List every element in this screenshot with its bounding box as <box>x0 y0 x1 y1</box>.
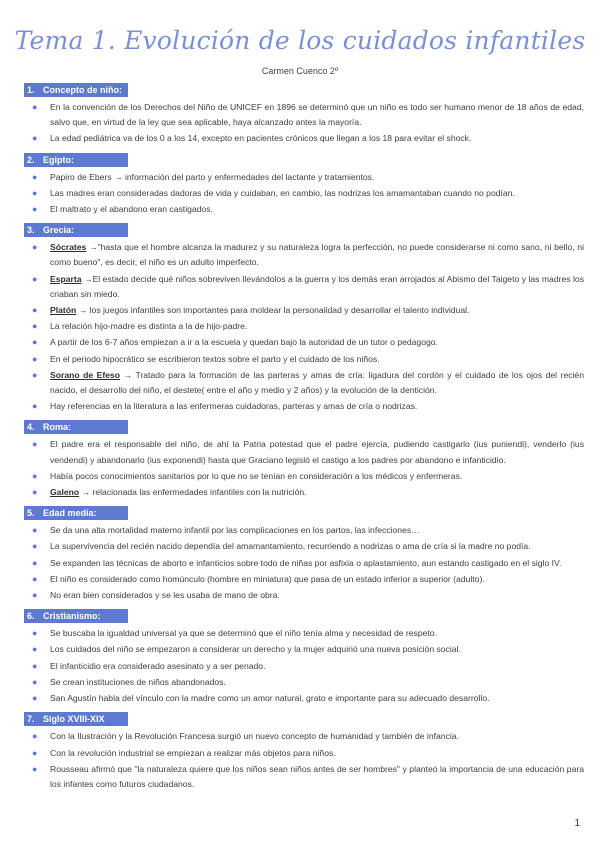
bullet-icon: ● <box>32 470 38 481</box>
item-text: La relación hijo-madre es distinta a la de hijo-padre. <box>50 321 248 332</box>
item-text: Se crean instituciones de niños abandonados. <box>50 676 226 687</box>
item-text: Había pocos conocimientos sanitarios por lo que no se tenían en consideración a los médicos y enfermeras. <box>50 470 463 481</box>
bullet-icon: ● <box>32 337 38 348</box>
bullet-icon: ● <box>32 273 38 284</box>
keyword: Sócrates <box>50 242 87 253</box>
section-number: 6. <box>27 611 35 622</box>
item-text: Se buscaba la igualdad universal ya que se determinó que el niño tenía alma y necesidad de respeto. <box>50 628 437 639</box>
item-text: Rousseau afirmó que "la naturaleza quiere que los niños sean niños antes de ser hombres" y planteó la importancia de una educación para los infantes como futuros ciudadanos. <box>50 763 584 789</box>
bullet-icon: ● <box>32 102 38 112</box>
list-item <box>24 588 584 603</box>
section-label: Cristianismo: <box>43 611 101 622</box>
list-item <box>24 659 584 674</box>
item-text: Con la revolución industrial se empiezan a realizar más objetos para niños. <box>50 747 336 758</box>
list-item <box>24 335 584 350</box>
bullet-icon: ● <box>32 763 38 774</box>
bullet-list <box>24 100 584 147</box>
section-label: Roma: <box>43 422 72 433</box>
section-header <box>24 153 128 167</box>
bullet-list <box>24 729 584 792</box>
item-text: → los juegos infantiles son importantes para moldear la personalidad y desarrollar el talento individual. <box>76 305 470 316</box>
list-item <box>24 746 584 761</box>
bullet-icon: ● <box>32 628 38 639</box>
bullet-list <box>24 240 584 414</box>
bullet-icon: ● <box>32 369 38 380</box>
item-text: En la convención de los Derechos del Niño de UNICEF en 1896 se determinó que un niño es todo ser humano menor de 18 años de edad, salvo que, en virtud de la ley que sea aplicable, haya alcanzado antes la mayoría. <box>50 102 584 128</box>
bullet-icon: ● <box>32 353 38 364</box>
item-text: La supervivencia del recién nacido dependía del amamantamiento, recurriendo a nodrizas o ama de cría si la madre no podía. <box>50 541 531 552</box>
page-number: 1 <box>574 818 580 829</box>
list-item <box>24 485 584 500</box>
section-number: 1. <box>27 85 35 95</box>
list-item <box>24 303 584 318</box>
bullet-icon: ● <box>32 676 38 687</box>
bullet-icon: ● <box>32 660 38 671</box>
item-text: Papiro de Ebers → información del parto y enfermedades del lactante y tratamientos. <box>50 171 375 182</box>
bullet-icon: ● <box>32 171 38 182</box>
section-header <box>24 223 128 237</box>
list-item <box>24 272 584 302</box>
item-text: El maltrato y el abandono eran castigados. <box>50 204 213 215</box>
bullet-icon: ● <box>32 133 38 144</box>
list-item <box>24 368 584 398</box>
item-text: San Agustín habla del vínculo con la madre como un amor natural, grato e importante para su adecuado desarrollo. <box>50 693 490 704</box>
list-item <box>24 399 584 414</box>
list-item <box>24 539 584 554</box>
section-header <box>24 420 128 434</box>
section-number: 5. <box>27 508 35 519</box>
bullet-icon: ● <box>32 242 38 253</box>
list-item <box>24 131 584 146</box>
bullet-icon: ● <box>32 439 38 450</box>
bullet-icon: ● <box>32 204 38 215</box>
bullet-list <box>24 437 584 500</box>
item-text: → relacionada las enfermedades infantiles con la nutrición. <box>79 487 307 498</box>
item-text: Se da una alta mortalidad materno infantil por las complicaciones en los partos, las infecciones… <box>50 525 420 536</box>
section-header <box>24 712 128 726</box>
list-item <box>24 437 584 467</box>
bullet-icon: ● <box>32 590 38 601</box>
bullet-icon: ● <box>32 321 38 332</box>
list-item <box>24 469 584 484</box>
list-item <box>24 170 584 185</box>
section-label: Concepto de niño: <box>43 85 122 95</box>
item-text: El niño es considerado como homúnculo (hombre en miniatura) que pasa de un estado inferior a superior (adulto). <box>50 573 485 584</box>
list-item <box>24 691 584 706</box>
page-title: Tema 1. Evolución de los cuidados infantiles <box>14 26 586 55</box>
bullet-icon: ● <box>32 747 38 758</box>
document-content <box>24 80 584 795</box>
bullet-icon: ● <box>32 401 38 412</box>
item-text: En el periodo hipocrático se escribieron textos sobre el parto y el cuidado de los niños. <box>50 353 380 364</box>
section-label: Edad media: <box>43 508 97 519</box>
keyword: Sorano de Efeso <box>50 369 121 380</box>
item-text: →"hasta que el hombre alcanza la madurez y su naturaleza logra la perfección, no puede considerarse ni como sano, ni bello, ni como bueno", es decir, el niño es un adulto imperfecto. <box>50 242 584 268</box>
list-item <box>24 319 584 334</box>
bullet-icon: ● <box>32 487 38 498</box>
section-label: Grecia: <box>43 225 75 236</box>
item-text: Se expanden las técnicas de aborto e infanticios sobre todo de niñas por asfixia o aplastamiento, aun estando castigado en el siglo IV. <box>50 557 562 568</box>
list-item <box>24 572 584 587</box>
section-header <box>24 83 128 97</box>
list-item <box>24 240 584 270</box>
section-number: 4. <box>27 422 35 433</box>
bullet-icon: ● <box>32 305 38 316</box>
section-label: Egipto: <box>43 154 74 165</box>
list-item <box>24 642 584 657</box>
bullet-icon: ● <box>32 557 38 568</box>
author-line: Carmen Cuenco 2º <box>261 66 339 76</box>
item-text: No eran bien considerados y se les usaba de mano de obra. <box>50 590 280 601</box>
bullet-icon: ● <box>32 731 38 742</box>
list-item <box>24 729 584 744</box>
item-text: La edad pediátrica va de los 0 a los 14, excepto en pacientes crónicos que llegan a los 18 para evitar el shock. <box>50 133 472 144</box>
item-text: El padre era el responsable del niño, de ahí la Patria potestad que el padre ejercía, pudiendo castigarlo (ius puniendi), venderlo (ius vendendi) y abandonarlo (ius exponendi) hasta que Graciano legisló el castigo a los padres por abandono e infanticidio. <box>50 439 584 465</box>
list-item <box>24 556 584 571</box>
list-item <box>24 523 584 538</box>
list-item <box>24 626 584 641</box>
item-text: Hay referencias en la literatura a las enfermeras cuidadoras, parteras y amas de cría o nodrizas. <box>50 401 418 412</box>
list-item <box>24 762 584 792</box>
keyword: Esparta <box>50 273 82 284</box>
keyword: Galeno <box>50 487 80 498</box>
bullet-list <box>24 523 584 603</box>
section-header <box>24 506 128 520</box>
bullet-list <box>24 170 584 218</box>
bullet-icon: ● <box>32 541 38 552</box>
list-item <box>24 675 584 690</box>
bullet-icon: ● <box>32 573 38 584</box>
item-text: A partir de los 6-7 años empiezan a ir a la escuela y quedan bajo la autoridad de un tutor o pedagogo. <box>50 337 438 348</box>
list-item <box>24 100 584 130</box>
section-number: 2. <box>27 154 35 165</box>
bullet-icon: ● <box>32 644 38 655</box>
list-item <box>24 352 584 367</box>
list-item <box>24 186 584 201</box>
keyword: Platón <box>50 305 77 316</box>
bullet-icon: ● <box>32 693 38 704</box>
item-text: → Tratado para la formación de las parteras y amas de cría: ligadura del cordón y el cuidado de los ojos del recién nacido, el desarrollo del niño, el destete( entre el año y medio y 2 años) y la evolución de la dentición. <box>50 369 584 396</box>
section-header <box>24 609 128 623</box>
section-number: 7. <box>27 714 35 725</box>
section-number: 3. <box>27 225 35 236</box>
bullet-list <box>24 626 584 706</box>
section-label: Siglo XVIII-XIX <box>43 714 105 725</box>
item-text: Las madres eran consideradas dadoras de vida y cuidaban, en cambio, las nodrizas los amamantaban cuando no podían. <box>50 187 515 198</box>
bullet-icon: ● <box>32 187 38 198</box>
item-text: Con la Ilustración y la Revolución Francesa surgió un nuevo concepto de humanidad y también de infancia. <box>50 731 459 742</box>
item-text: →El estado decide qué niños sobreviven llevándolos a la guerra y los demás eran arrojados al Abismo del Taigeto y las madres los criaban sin miedo. <box>50 273 584 299</box>
item-text: Los cuidados del niño se empezaron a considerar un derecho y la mujer adquirió una nueva posición social. <box>50 644 461 655</box>
list-item <box>24 202 584 217</box>
item-text: El infanticidio era considerado asesinato y a ser penado. <box>50 660 266 671</box>
bullet-icon: ● <box>32 525 38 536</box>
